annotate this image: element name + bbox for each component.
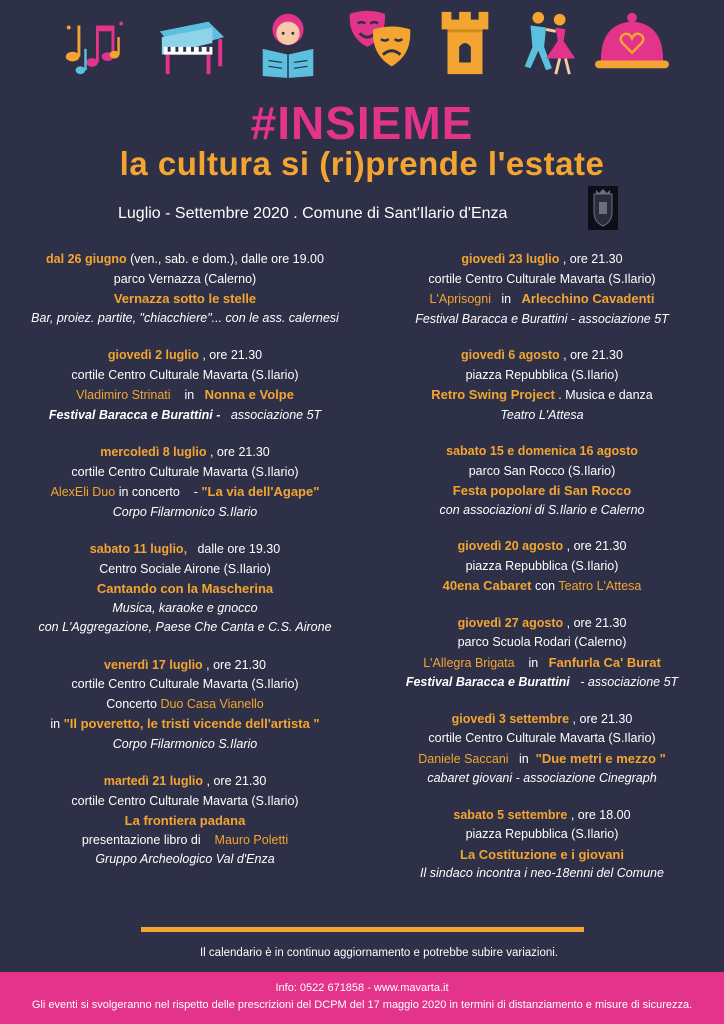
event-date: sabato 5 settembre — [453, 807, 568, 822]
event-time: , ore 21.30 — [206, 445, 270, 459]
event-date: dal 26 giugno — [46, 252, 127, 266]
event-item — [5, 656, 365, 755]
footer-band — [0, 972, 724, 1024]
event-item — [362, 346, 722, 425]
event-time: dalle ore 19.30 — [194, 542, 281, 556]
theater-masks-icon — [345, 8, 415, 78]
event-time: , ore 21.30 — [202, 657, 266, 672]
event-date: martedì 21 luglio — [103, 774, 204, 788]
event-artist: Teatro L'Attesa — [558, 579, 642, 593]
icon-row — [0, 8, 724, 80]
event-date: sabato 15 e domenica 16 agosto — [446, 444, 638, 458]
event-description: Il sindaco incontra i neo-18enni del Comune — [420, 866, 664, 880]
music-notes-icon — [58, 8, 130, 78]
castle-tower-icon — [437, 8, 493, 78]
event-artist: L'Aprisogni — [429, 292, 491, 306]
event-item — [5, 443, 365, 522]
event-organizer: associazione 5T — [230, 407, 322, 422]
footer-info: Info: 0522 671858 - www.mavarta.it — [275, 982, 449, 994]
event-artist: L'Allegra Brigata — [423, 655, 515, 670]
event-place: Centro Sociale Airone (S.Ilario) — [99, 561, 271, 576]
piano-icon — [153, 8, 229, 78]
event-time: , ore 21.30 — [563, 615, 627, 630]
event-date: giovedì 2 luglio — [107, 348, 199, 362]
event-item — [5, 772, 365, 870]
event-place: piazza Repubblica (S.Ilario) — [465, 558, 619, 573]
event-description: Musica, karaoke e gnocco — [112, 600, 258, 615]
event-time: , ore 21.30 — [569, 711, 633, 726]
event-item — [5, 250, 365, 328]
event-in: in — [501, 292, 512, 306]
event-time: , ore 18.00 — [567, 807, 631, 822]
event-description: cabaret giovani - associazione Cinegraph — [427, 771, 657, 785]
event-date: venerdì 17 luglio — [104, 657, 203, 672]
event-time: , ore 21.30 — [559, 252, 623, 266]
events-column-right — [362, 250, 722, 901]
event-title: Festa popolare di San Rocco — [452, 483, 632, 498]
event-place: parco Scuola Rodari (Calerno) — [457, 635, 627, 649]
event-in: in — [518, 751, 529, 766]
event-item — [362, 250, 722, 329]
calendar-note: Il calendario è in continuo aggiornamento e potrebbe subire variazioni. — [199, 947, 558, 959]
event-title: Fanfurla Ca' Burat — [548, 654, 661, 670]
event-place: cortile Centro Culturale Mavarta (S.Ilario) — [71, 677, 299, 691]
event-time: , ore 21.30 — [559, 348, 623, 362]
event-item — [5, 346, 365, 425]
dancers-icon — [516, 8, 580, 78]
event-place: cortile Centro Culturale Mavarta (S.Ilario) — [428, 271, 656, 286]
hashtag-title: #INSIEME — [250, 97, 474, 149]
divider-bar — [141, 927, 584, 932]
event-title: 40ena Cabaret — [442, 578, 532, 593]
event-festival: Festival Baracca e Burattini - — [48, 407, 221, 422]
event-artist: Duo Casa Vianello — [160, 696, 264, 711]
footer-disclaimer: Gli eventi si svolgeranno nel rispetto delle prescrizioni del DCPM del 17 maggio 2020 in termini di distanziamento e misure di sicurezza. — [31, 999, 693, 1011]
event-connector: con — [531, 579, 559, 593]
event-date: giovedì 6 agosto — [461, 348, 560, 362]
event-prefix: presentazione libro di — [81, 832, 205, 847]
event-description: Festival Baracca e Burattini - associazione 5T — [415, 311, 669, 326]
event-place: cortile Centro Culturale Mavarta (S.Ilario) — [71, 793, 299, 808]
municipal-crest — [588, 186, 618, 230]
event-title: "La via dell'Agape" — [201, 484, 320, 499]
event-item — [362, 614, 722, 693]
event-date: giovedì 20 agosto — [457, 539, 564, 553]
event-title: La frontiera padana — [124, 813, 246, 828]
event-description: Corpo Filarmonico S.Ilario — [112, 736, 258, 751]
event-in: in — [184, 388, 195, 402]
event-title: "Due metri e mezzo " — [535, 750, 666, 766]
event-description: Teatro L'Attesa — [500, 407, 584, 422]
event-item — [5, 540, 365, 638]
event-artist: Mauro Poletti — [214, 832, 289, 847]
event-item — [362, 806, 722, 884]
event-title: Arlecchino Cavadenti — [521, 291, 655, 306]
event-dash: - — [193, 485, 202, 499]
event-in: in — [50, 717, 64, 731]
event-place: parco Vernazza (Calerno) — [113, 271, 257, 286]
event-time: , ore 21.30 — [203, 774, 267, 788]
event-item — [362, 710, 722, 789]
event-artist: Vladimiro Strinati — [76, 388, 171, 402]
event-festival: Festival Baracca e Burattini — [405, 675, 570, 689]
event-place: cortile Centro Culturale Mavarta (S.Ilario) — [71, 464, 299, 479]
event-prefix: Concerto — [106, 696, 161, 711]
event-item — [362, 537, 722, 597]
event-title: Nonna e Volpe — [204, 387, 294, 402]
event-in: in — [528, 655, 539, 670]
event-date: giovedì 23 luglio — [461, 252, 560, 266]
event-title: Retro Swing Project — [431, 387, 555, 402]
event-place: parco San Rocco (S.Ilario) — [468, 463, 616, 478]
event-artist: Daniele Saccani — [418, 751, 509, 766]
event-title: "Il poveretto, le tristi vicende dell'artista " — [63, 716, 320, 731]
event-item — [362, 442, 722, 520]
event-description: Corpo Filarmonico S.Ilario — [112, 504, 258, 519]
event-connector: in concerto — [115, 485, 184, 499]
event-organizer: - associazione 5T — [576, 675, 679, 689]
events-column-left — [5, 250, 365, 888]
event-date: sabato 11 luglio, — [89, 542, 188, 556]
event-description: con associazioni di S.Ilario e Calerno — [439, 502, 645, 517]
serving-cloche-icon — [592, 8, 672, 78]
event-time: , ore 21.30 — [198, 348, 263, 362]
dates-line: Luglio - Settembre 2020 . Comune di Sant'Ilario d'Enza — [118, 205, 508, 222]
event-time: , ore 21.30 — [563, 539, 627, 553]
event-place: cortile Centro Culturale Mavarta (S.Ilario) — [71, 367, 299, 382]
event-date: giovedì 27 agosto — [457, 615, 564, 630]
event-date: giovedì 3 settembre — [451, 711, 570, 726]
event-description: Gruppo Archeologico Val d'Enza — [95, 852, 275, 866]
reader-icon — [256, 8, 320, 78]
event-title: Vernazza sotto le stelle — [113, 291, 257, 306]
event-place: cortile Centro Culturale Mavarta (S.Ilario) — [428, 731, 656, 745]
event-description: Bar, proiez. partite, "chiacchiere"... con le ass. calernesi — [31, 310, 339, 325]
event-date: mercoledì 8 luglio — [100, 445, 207, 459]
event-subtitle: . Musica e danza — [554, 388, 653, 402]
event-place: piazza Repubblica (S.Ilario) — [465, 367, 619, 382]
subtitle: la cultura si (ri)prende l'estate — [119, 145, 605, 182]
event-artist: AlexEli Duo — [50, 485, 116, 499]
event-title: Cantando con la Mascherina — [96, 581, 274, 596]
event-description-2: con L'Aggregazione, Paese Che Canta e C.S. Airone — [38, 620, 332, 634]
event-time: (ven., sab. e dom.), dalle ore 19.00 — [126, 252, 324, 266]
event-place: piazza Repubblica (S.Ilario) — [465, 827, 619, 841]
event-title: La Costituzione e i giovani — [460, 846, 624, 862]
